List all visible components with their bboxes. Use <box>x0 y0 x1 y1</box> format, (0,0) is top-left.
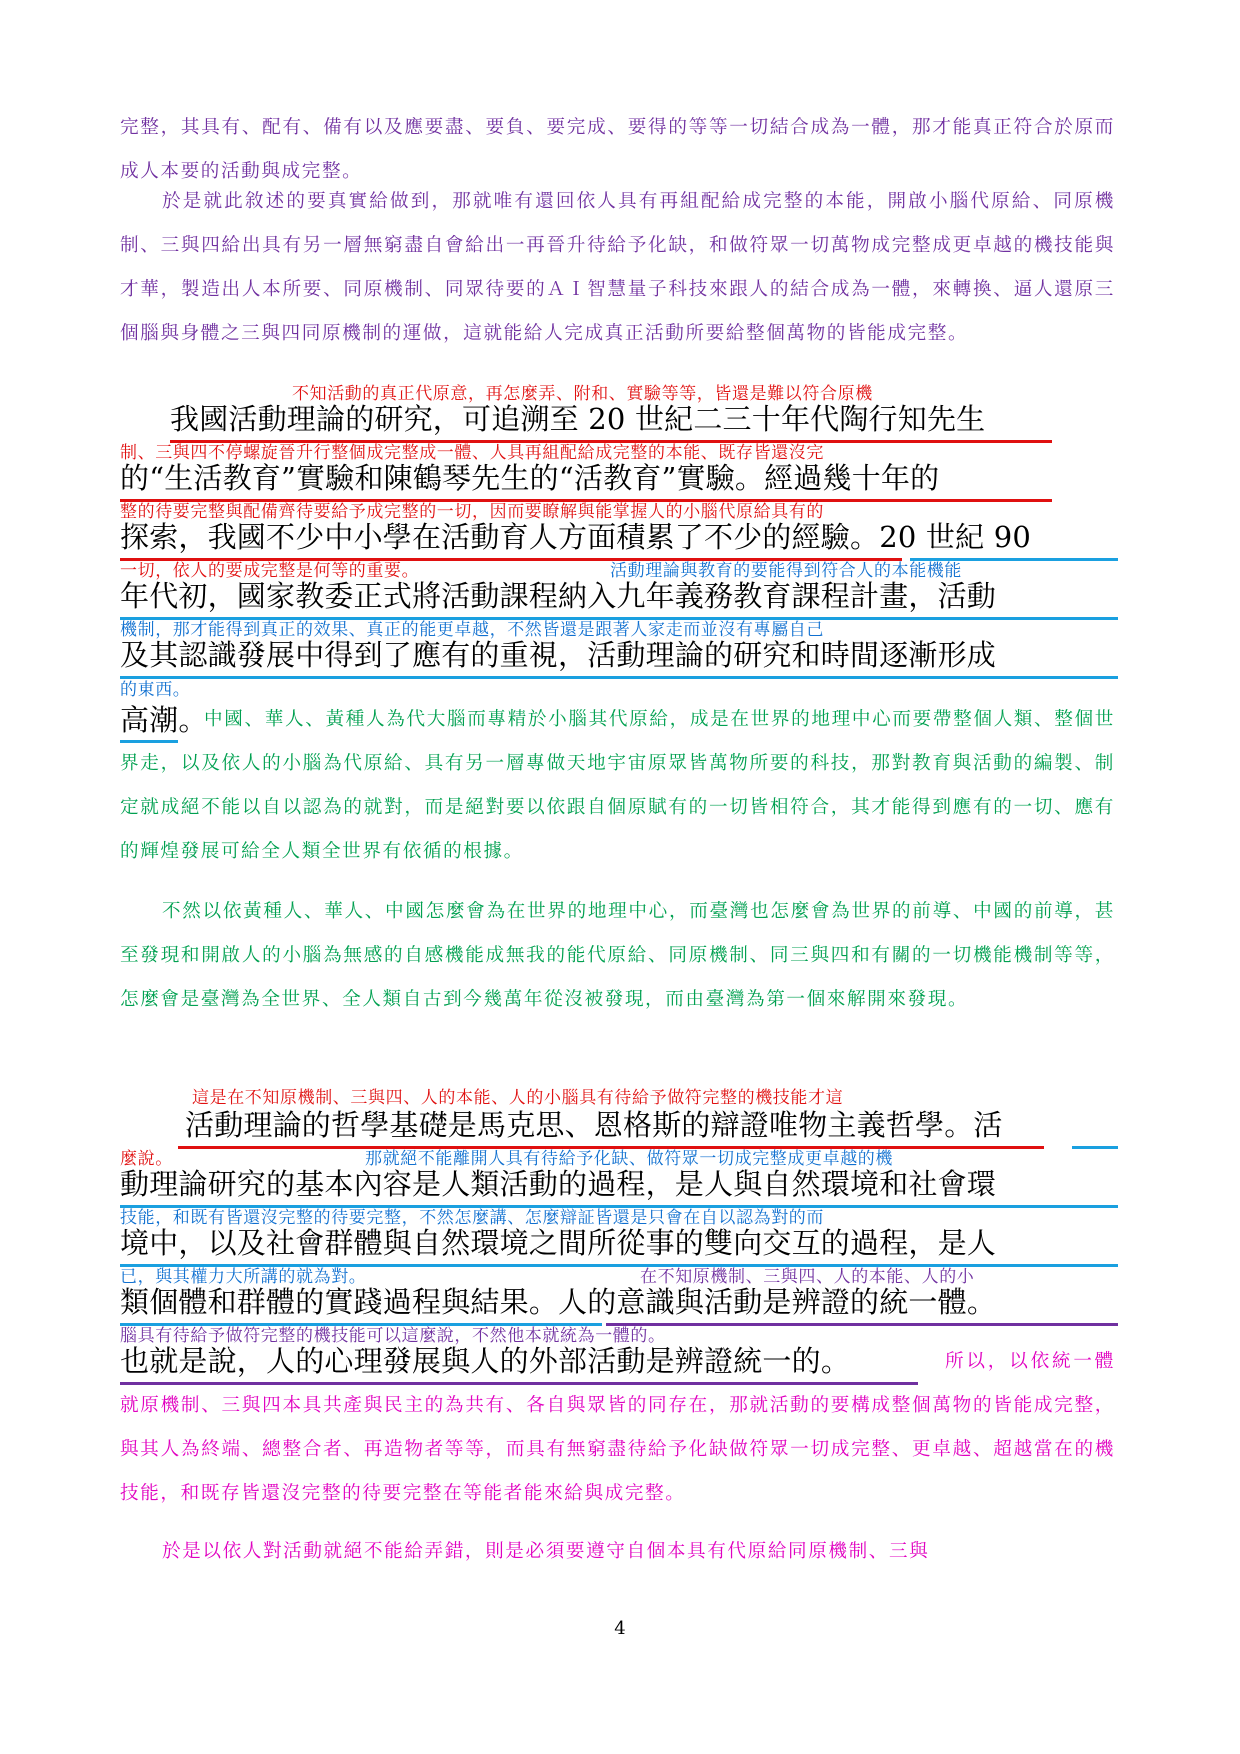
underline-purple <box>606 1323 1118 1326</box>
annotation-4b: 活動理論與教育的要能得到符合人的本能機能 <box>610 561 962 581</box>
quoted-b2-line-1a: 活動理論的哲學基礎是馬克思、恩格斯的辯證唯物主義哲學 <box>185 1108 945 1142</box>
underline-blue <box>1072 1146 1118 1149</box>
quoted-period: 。 <box>178 703 208 737</box>
annotation-b2-2a: 麼說。 <box>120 1149 173 1169</box>
annotation-4a: 一切，依人的要成完整是何等的重要。 <box>120 561 420 581</box>
annotation-b2-4b: 在不知原機制、三與四、人的本能、人的小 <box>640 1267 975 1287</box>
annotation-b2-5: 腦具有待給予做符完整的機技能可以這麼說，不然他本就統為一體的。 <box>120 1326 666 1346</box>
annotation-b2-3: 技能，和既有皆還沒完整的待要完整，不然怎麼講、怎麼辯証皆還是只會在自以認為對的而 <box>120 1208 824 1228</box>
annotation-6: 的東西。 <box>120 680 191 700</box>
quoted-b2-line-4a: 類個體和群體的實踐過程與結果 <box>120 1285 529 1319</box>
paragraph-4: 不然以依黃種人、華人、中國怎麼會為在世界的地理中心，而臺灣也怎麼會為世界的前導、中國的前導，甚至發現和開啟人的小腦為無感的自感機能成無我的能代原給、同原機制、同三與四和有關的一切機能機制等等，怎麼會是臺灣為全世界、全人類自古到今幾萬年從沒被發現，而由臺灣為第一個來解開來發現。 <box>120 901 1115 1010</box>
paragraph-3: 中國、華人、黃種人為代大腦而專精於小腦其代原給，成是在世界的地理中心而要帶整個人類、整個世界走，以及依人的小腦為代原給、具有另一層專做天地宇宙原眾皆萬物所要的科技，那對教育與活動的編製、制定就成絕不能以自以認為的就對，而是絕對要以依跟自個原賦有的一切皆相符合，其才能得到應有的一切、應有的輝煌發展可給全人類全世界有依循的根據。 <box>120 709 1115 862</box>
annotation-1: 不知活動的真正代原意，再怎麼弄、附和、實驗等等，皆還是難以符合原機 <box>292 384 873 404</box>
quoted-line-2: 的“生活教育”實驗和陳鶴琴先生的“活教育”實驗。經過幾十年的 <box>120 461 940 495</box>
quoted-b2-line-1 <box>185 1108 1180 1142</box>
quoted-b2-line-3: 境中，以及社會群體與自然環境之間所從事的雙向交互的過程，是人 <box>120 1226 997 1260</box>
quoted-word: 高潮 <box>120 703 179 737</box>
quoted-line-1: 我國活動理論的研究，可追溯至 20 世紀二三十年代陶行知先生 <box>170 402 986 436</box>
paragraph-2: 於是就此敘述的要真實給做到，那就唯有還回依人具有再組配給成完整的本能，開啟小腦代原給、同原機制、三與四給出具有另一層無窮盡自會給出一再晉升待給予化缺，和做符眾一切萬物成完整成更卓越的機技能與才華，製造出人本所要、同原機制、同眾待要的ＡＩ智慧量子科技來跟人的結合成為一體，來轉換、逼人還原三個腦與身體之三與四同原機制的運做，這就能給人完成真正活動所要給整個萬物的皆能成完整。 <box>120 191 1115 344</box>
quoted-b2-line-1b: 。活 <box>944 1108 1003 1142</box>
annotation-b2-2b: 那就絕不能離開人具有待給予化缺、做符眾一切成完整成更卓越的機 <box>365 1149 893 1169</box>
quoted-b2-period: 。 <box>820 1344 851 1378</box>
annotation-b2-4a: 已，與其權力大所講的就為對。 <box>120 1267 367 1287</box>
annotation-2: 制、三與四不停螺旋晉升行整個成完整成一體、人具再組配給成完整的本能、既存皆還沒完 <box>120 443 824 463</box>
quoted-line-3 <box>120 520 1115 554</box>
quoted-line-3a: 探索，我國不少中小學在活動育人方面積累了不少的經驗 <box>120 520 851 554</box>
quoted-b2-line-5a: 也就是說，人的心理發展與人的外部活動是辨證統一的 <box>120 1344 821 1378</box>
annotation-5: 機制，那才能得到真正的效果、真正的能更卓越，不然皆還是跟著人家走而並沒有專屬自己 <box>120 620 824 640</box>
quoted-line-5: 及其認識發展中得到了應有的重視，活動理論的研究和時間逐漸形成 <box>120 638 997 672</box>
quoted-line-4: 年代初，國家教委正式將活動課程納入九年義務教育課程計畫，活動 <box>120 579 997 613</box>
quoted-b2-line-4 <box>120 1285 1115 1319</box>
annotation-3: 整的待要完整與配備齊待要給予成完整的一切，因而要瞭解與能掌握人的小腦代原給具有的 <box>120 502 824 522</box>
quoted-line-3b: 。20 世紀 90 <box>850 520 1032 554</box>
paragraph-5: 所以，以依統一體就原機制、三與四本具共產與民主的為共有、各自與眾皆的同存在，那就活動的要構成整個萬物的皆能成完整，與其人為終端、總整合者、再造物者等等，而具有無窮盡待給予化缺做符眾一切成完整、更卓越、超越當在的機技能，和既存皆還沒完整的待要完整在等能者能來給與成完整。 <box>120 1351 1115 1504</box>
underline-blue <box>120 676 1118 679</box>
paragraph-6: 於是以依人對活動就絕不能給弄錯，則是必須要遵守自個本具有代原給同原機制、三與 <box>162 1541 930 1562</box>
page-number: 4 <box>614 1618 626 1639</box>
paragraph-1: 完整，其具有、配有、備有以及應要盡、要負、要完成、要得的等等一切結合成為一體，那才能真正符合於原而成人本要的活動與成完整。 <box>120 117 1115 182</box>
annotation-b2-1: 這是在不知原機制、三與四、人的本能、人的小腦具有待給予做符完整的機技能才這 <box>192 1088 844 1108</box>
quoted-b2-line-2: 動理論研究的基本內容是人類活動的過程，是人與自然環境和社會環 <box>120 1167 997 1201</box>
quoted-b2-line-4b: 。人的意識與活動是辨證的統一體。 <box>528 1285 997 1319</box>
